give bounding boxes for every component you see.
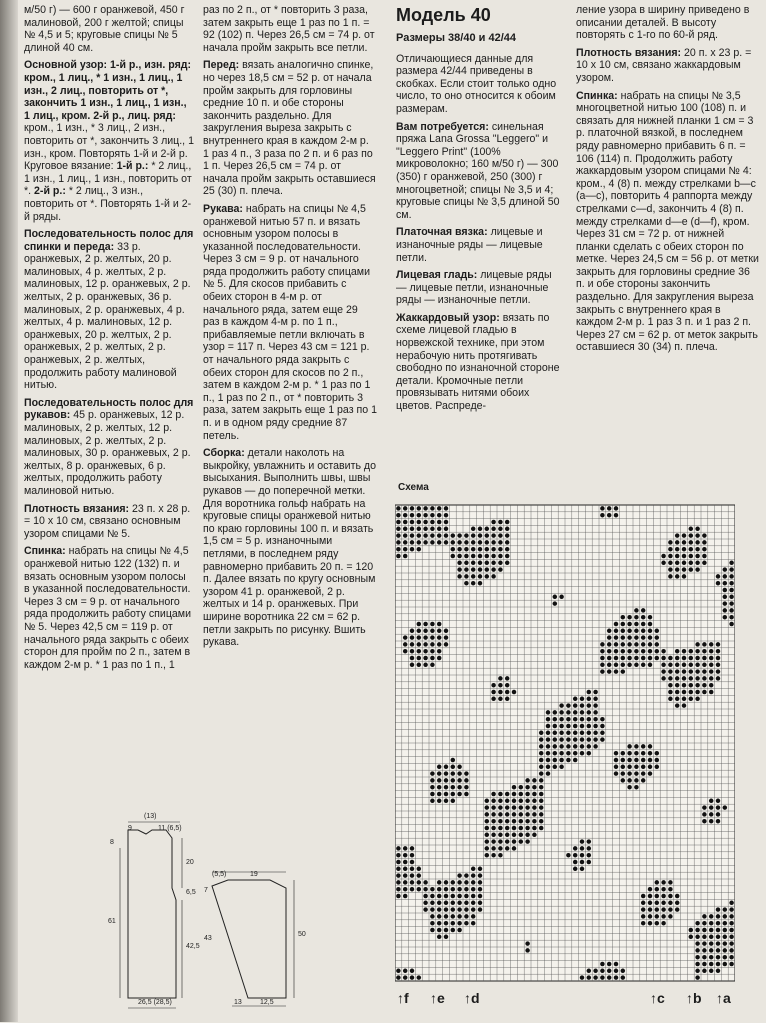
text-column-3 (396, 4, 564, 466)
label-width: 26,5 (28,5) (138, 999, 172, 1006)
assembly-heading: Сборка: (203, 447, 245, 460)
back2-heading: Спинка: (576, 89, 618, 102)
assembly-text: детали наколоть на выкройку, увлажнить и оставить до высыхания. Выполнить швы, швы рукавов — до поперечной метки. Для воротника гольф набрать на круговые спицы оранжевой нитью по краю горловины 100 п. и вязать 1,5 см = 5 р. изнаночными петлями, в последнем ряду равномерно прибавить 20 п. = 120 п. Далее вязать по кругу основным узором 41 р. оранжевой, 2 р. желтых и 14 р. оранжевых. При ширине воротника 22 см = 62 р. петли закрыть по рисунку. Вшить рукава. (203, 447, 376, 649)
label-7: 7 (204, 887, 208, 894)
label-42-5: 42,5 (186, 943, 200, 950)
basic-pattern-text: 1-й р., изн. ряд: кром., 1 лиц., * 1 изн., 1 лиц., 1 изн., 2 лиц., повторить от *, закончить 1 изн., 1 лиц., 1 изн., 1 лиц., кром. (24, 59, 192, 122)
basic-pattern-heading: Основной узор: (24, 59, 108, 72)
label-12-5: 12,5 (260, 999, 274, 1006)
label-9: 9 (128, 825, 132, 832)
front-text: вязать аналогично спинке, но через 18,5 см = 52 р. от начала пройм закрыть для горловины средние 10 п. и обе стороны закончить раздельно. Для закругления выреза закрыть с внутреннего края в каждом 2-м р. 1 раз 4 п., 3 раза по 2 п. и 6 раз по 1 п. Через 26,5 см = 74 р. от начала пройм закрыть оставшиеся 25 (30) п. плеча. (203, 59, 376, 198)
row2-heading: 2-й р., лиц. ряд: (93, 109, 176, 122)
jacquard-text: вязать по схеме лицевой гладью в норвежской технике, при этом нерабочую нить протягивать свободно по изнаночной стороне детали. Кромочные петли провязывать нитями обоих цветов. Распреде- (396, 311, 560, 413)
materials-heading: Вам потребуется: (396, 120, 489, 133)
chart-arrow-b: ↑b (686, 990, 702, 1006)
round1-text: * 2 лиц., 1 изн., 1 лиц., 1 изн., повторить от *. (24, 160, 192, 198)
gauge-text: 23 п. х 28 р. = 10 х 10 см, связано основным узором спицами № 5. (24, 502, 191, 540)
stockinette-heading: Лицевая гладь: (396, 269, 478, 282)
back-heading: Спинка: (24, 545, 66, 558)
round2-heading: 2-й р.: (34, 185, 66, 198)
chart-arrow-c: ↑c (650, 990, 665, 1006)
row2-text: кром., 1 изн., * 3 лиц., 2 изн., повторить от *, закончить 3 лиц., 1 изн., кром. Повторять 1-й и 2-й р. Круговое вязание: (24, 122, 194, 173)
model-title: Модель 40 (396, 5, 491, 25)
schema-label: Схема (398, 482, 429, 493)
stripe-sequence-sleeves-heading: Последовательность полос для рукавов: (24, 396, 194, 422)
label-19: 19 (250, 871, 258, 878)
sizes-text: Отличающиеся данные для размера 42/44 приведены в скобках. Если стоит только одно число, то оно относится к обоим размерам. (396, 52, 557, 115)
text-column-1 (24, 4, 194, 816)
materials-list-text: синельная пряжа Lana Grossa "Leggero" и "Leggero Print" (100% микроволокно; 160 м/50 г) — 300 (350) г оранжевой, 250 (300) г многоцветной; спицы № 3,5 и 4; круговые спицы № 3,5 длиной 50 см. (396, 120, 560, 221)
label-61: 61 (108, 918, 116, 925)
garter-heading: Платочная вязка: (396, 226, 488, 239)
back2-text: набрать на спицы № 3,5 многоцветной нитью 100 (108) п. и связать для нижней планки 1 см = 3 р. платочной вязкой, в последнем ряду равномерно прибавить 6 п. = 106 (114) п. Продолжить работу жаккардовым узором спицами № 4: кром., 4 (8) п. между стрелками b—c (a—c), повторить 4 раппорта между стрелками c—d, закончить 4 (8) п. между стрелками d—e (d—f), кром. Через 31 см = 72 р. от нижней планки сделать с обеих сторон по метке. Через 24,5 см = 56 р. от метки закрыть для горловины средние 36 п. и обе стороны закончить раздельно. Для закругления выреза закрыть с внутреннего края в каждом 2-м р. 1 раз 3 п. и 1 раз 2 п. Через 27 см = 62 р. от меток закрыть оставшиеся 30 (34) п. плеча. (576, 89, 759, 354)
gauge2-text: 20 п. х 23 р. = 10 х 10 см, связано жаккардовым узором. (576, 46, 752, 84)
schematic-svg (100, 808, 390, 1018)
chart-arrow-f: ↑f (397, 990, 409, 1006)
stripe-sequence-body-text: 33 р. оранжевых, 2 р. желтых, 20 р. малиновых, 4 р. желтых, 2 р. малиновых, 12 р. оранжевых, 2 р. желтых, 2 р. оранжевых, 36 р. малиновых, 2 р. оранжевых, 4 р. желтых, 4 р. малиновых, 12 р. оранжевых, 20 р. желтых, 2 р. оранжевых, 2 р. желтых, 2 р. оранжевых, 2 р. желтых, продолжить работу малиновой нитью. (24, 240, 191, 392)
chart-arrow-e: ↑e (430, 990, 445, 1006)
round2-text: * 2 лиц., 3 изн., повторить от *. Повторять 1-й и 2-й ряды. (24, 185, 192, 223)
gauge2-heading: Плотность вязания: (576, 46, 682, 59)
back-continued-text: раз по 2 п., от * повторить 3 раза, затем закрыть еще 1 раз по 1 п. = 92 (102) п. Через 26,5 см = 74 р. от начала пройм закрыть все петли. (203, 4, 375, 54)
stripe-sequence-body-heading: Последовательность полос для спинки и переда: (24, 228, 194, 253)
label-13: (13) (144, 813, 157, 820)
stripe-sequence-sleeves-text: 45 р. оранжевых, 12 р. малиновых, 2 р. желтых, 12 р. малиновых, 2 р. желтых, 2 р. малиновых, 30 р. оранжевых, 2 р. желтых, 8 р. оранжевых, 6 р. желтых, продолжить работу малиновой нитью. (24, 409, 191, 497)
front-heading: Перед: (203, 59, 240, 72)
gauge-heading: Плотность вязания: (24, 502, 130, 515)
sizes-heading: Размеры 38/40 и 42/44 (396, 32, 516, 44)
text-column-2 (203, 4, 377, 744)
jacquard-chart (395, 502, 755, 1002)
page-binding-shadow (0, 0, 18, 1022)
jacquard-chart-grid (395, 502, 735, 984)
chart-arrow-a: ↑a (716, 990, 731, 1006)
label-6-5: 6,5 (186, 889, 196, 896)
text-column-4 (576, 4, 760, 466)
body-outline (128, 830, 176, 998)
label-13-bottom: 13 (234, 999, 242, 1006)
sleeve-outline (212, 880, 286, 998)
stockinette-text: лицевые ряды — лицевые петли, изнаночные ряды — изнаночные петли. (396, 269, 552, 307)
garment-schematics (100, 808, 390, 1018)
label-5-5: (5,5) (212, 871, 227, 878)
label-8: 8 (110, 839, 114, 846)
sleeves-text: набрать на спицы № 4,5 оранжевой нитью 57 п. и вязать основным узором полосы в указанной последовательности. Через 3 см = 9 р. от начального ряда продолжить работу спицами № 5. Для скосов прибавить с обеих сторон в 4-м р. от начального ряда, затем еще 29 раз в каждом 4-м р. по 1 п., прибавляемые петли включать в узор = 117 п. Через 43 см = 121 р. от начального ряда закрыть с обеих сторон для скосов по 2 п., затем в каждом 2-м р. * 1 раз по 1 п., 1 раз по 2 п., от * повторить 3 раза, затем закрыть еще 1 раз по 1 п. и в одном ряду средние 87 петель. (203, 202, 377, 442)
jacquard-heading: Жаккардовый узор: (396, 311, 500, 324)
jacquard-continued-text: ление узора в ширину приведено в описании деталей. В высоту повторять с 1-го по 60-й ряд. (576, 4, 750, 42)
label-20: 20 (186, 859, 194, 866)
materials-text: м/50 г) — 600 г оранжевой, 450 г малиновой, 200 г желтой; спицы № 4,5 и 5; круговые спицы № 5 длиной 40 см. (24, 4, 185, 54)
garter-text: лицевые и изнаночные ряды — лицевые петли. (396, 226, 543, 264)
sleeves-heading: Рукава: (203, 202, 243, 215)
back-text: набрать на спицы № 4,5 оранжевой нитью 122 (132) п. и вязать основным узором полосы в указанной последовательности. Через 3 см = 9 р. от начального ряда продолжить работу спицами № 5. Через 42,5 см = 119 р. от начального ряда закрыть с обеих сторон для пройм по 2 п., затем в каждом 2-м р. * 1 раз по 1 п., 1 (24, 545, 191, 671)
round1-heading: 1-й р.: (116, 160, 149, 173)
chart-arrow-d: ↑d (464, 990, 480, 1006)
label-50: 50 (298, 931, 306, 938)
label-11: 11 (6,5) (158, 825, 182, 832)
label-43: 43 (204, 935, 212, 942)
